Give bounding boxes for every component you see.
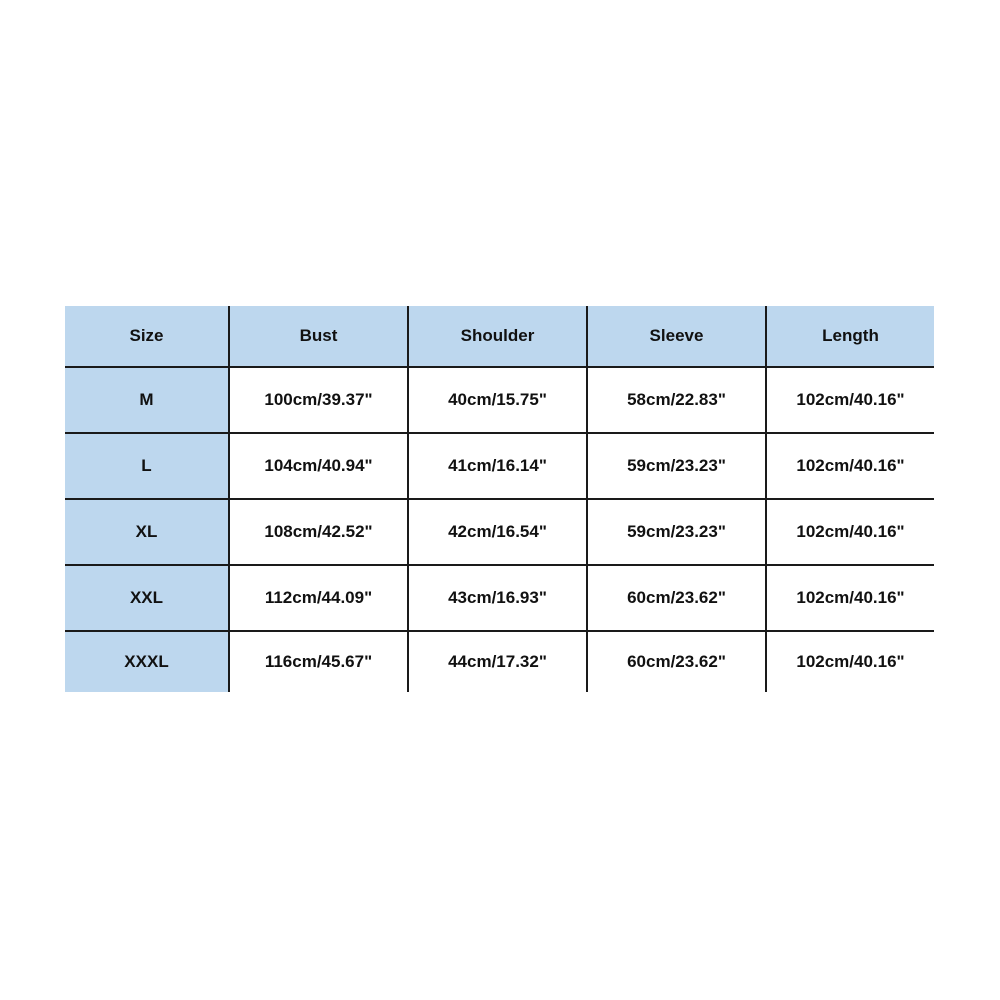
length-cell: 102cm/40.16" xyxy=(766,499,934,565)
header-bust: Bust xyxy=(229,306,408,367)
table-row xyxy=(65,499,934,565)
shoulder-cell: 44cm/17.32" xyxy=(408,631,587,692)
size-chart-table xyxy=(65,306,934,692)
sleeve-cell: 59cm/23.23" xyxy=(587,499,766,565)
table-row xyxy=(65,367,934,433)
sleeve-cell: 60cm/23.62" xyxy=(587,631,766,692)
shoulder-cell: 43cm/16.93" xyxy=(408,565,587,631)
sleeve-cell: 59cm/23.23" xyxy=(587,433,766,499)
bust-cell: 116cm/45.67" xyxy=(229,631,408,692)
table-row xyxy=(65,565,934,631)
length-cell: 102cm/40.16" xyxy=(766,433,934,499)
shoulder-cell: 42cm/16.54" xyxy=(408,499,587,565)
header-length: Length xyxy=(766,306,934,367)
bust-cell: 108cm/42.52" xyxy=(229,499,408,565)
bust-cell: 112cm/44.09" xyxy=(229,565,408,631)
header-size: Size xyxy=(65,306,229,367)
sleeve-cell: 60cm/23.62" xyxy=(587,565,766,631)
length-cell: 102cm/40.16" xyxy=(766,631,934,692)
size-cell: L xyxy=(65,433,229,499)
shoulder-cell: 41cm/16.14" xyxy=(408,433,587,499)
size-cell: XXL xyxy=(65,565,229,631)
size-cell: M xyxy=(65,367,229,433)
header-sleeve: Sleeve xyxy=(587,306,766,367)
length-cell: 102cm/40.16" xyxy=(766,367,934,433)
size-cell: XL xyxy=(65,499,229,565)
bust-cell: 104cm/40.94" xyxy=(229,433,408,499)
table-row xyxy=(65,433,934,499)
size-cell: XXXL xyxy=(65,631,229,692)
sleeve-cell: 58cm/22.83" xyxy=(587,367,766,433)
shoulder-cell: 40cm/15.75" xyxy=(408,367,587,433)
bust-cell: 100cm/39.37" xyxy=(229,367,408,433)
header-row xyxy=(65,306,934,367)
header-shoulder: Shoulder xyxy=(408,306,587,367)
table-row xyxy=(65,631,934,692)
length-cell: 102cm/40.16" xyxy=(766,565,934,631)
